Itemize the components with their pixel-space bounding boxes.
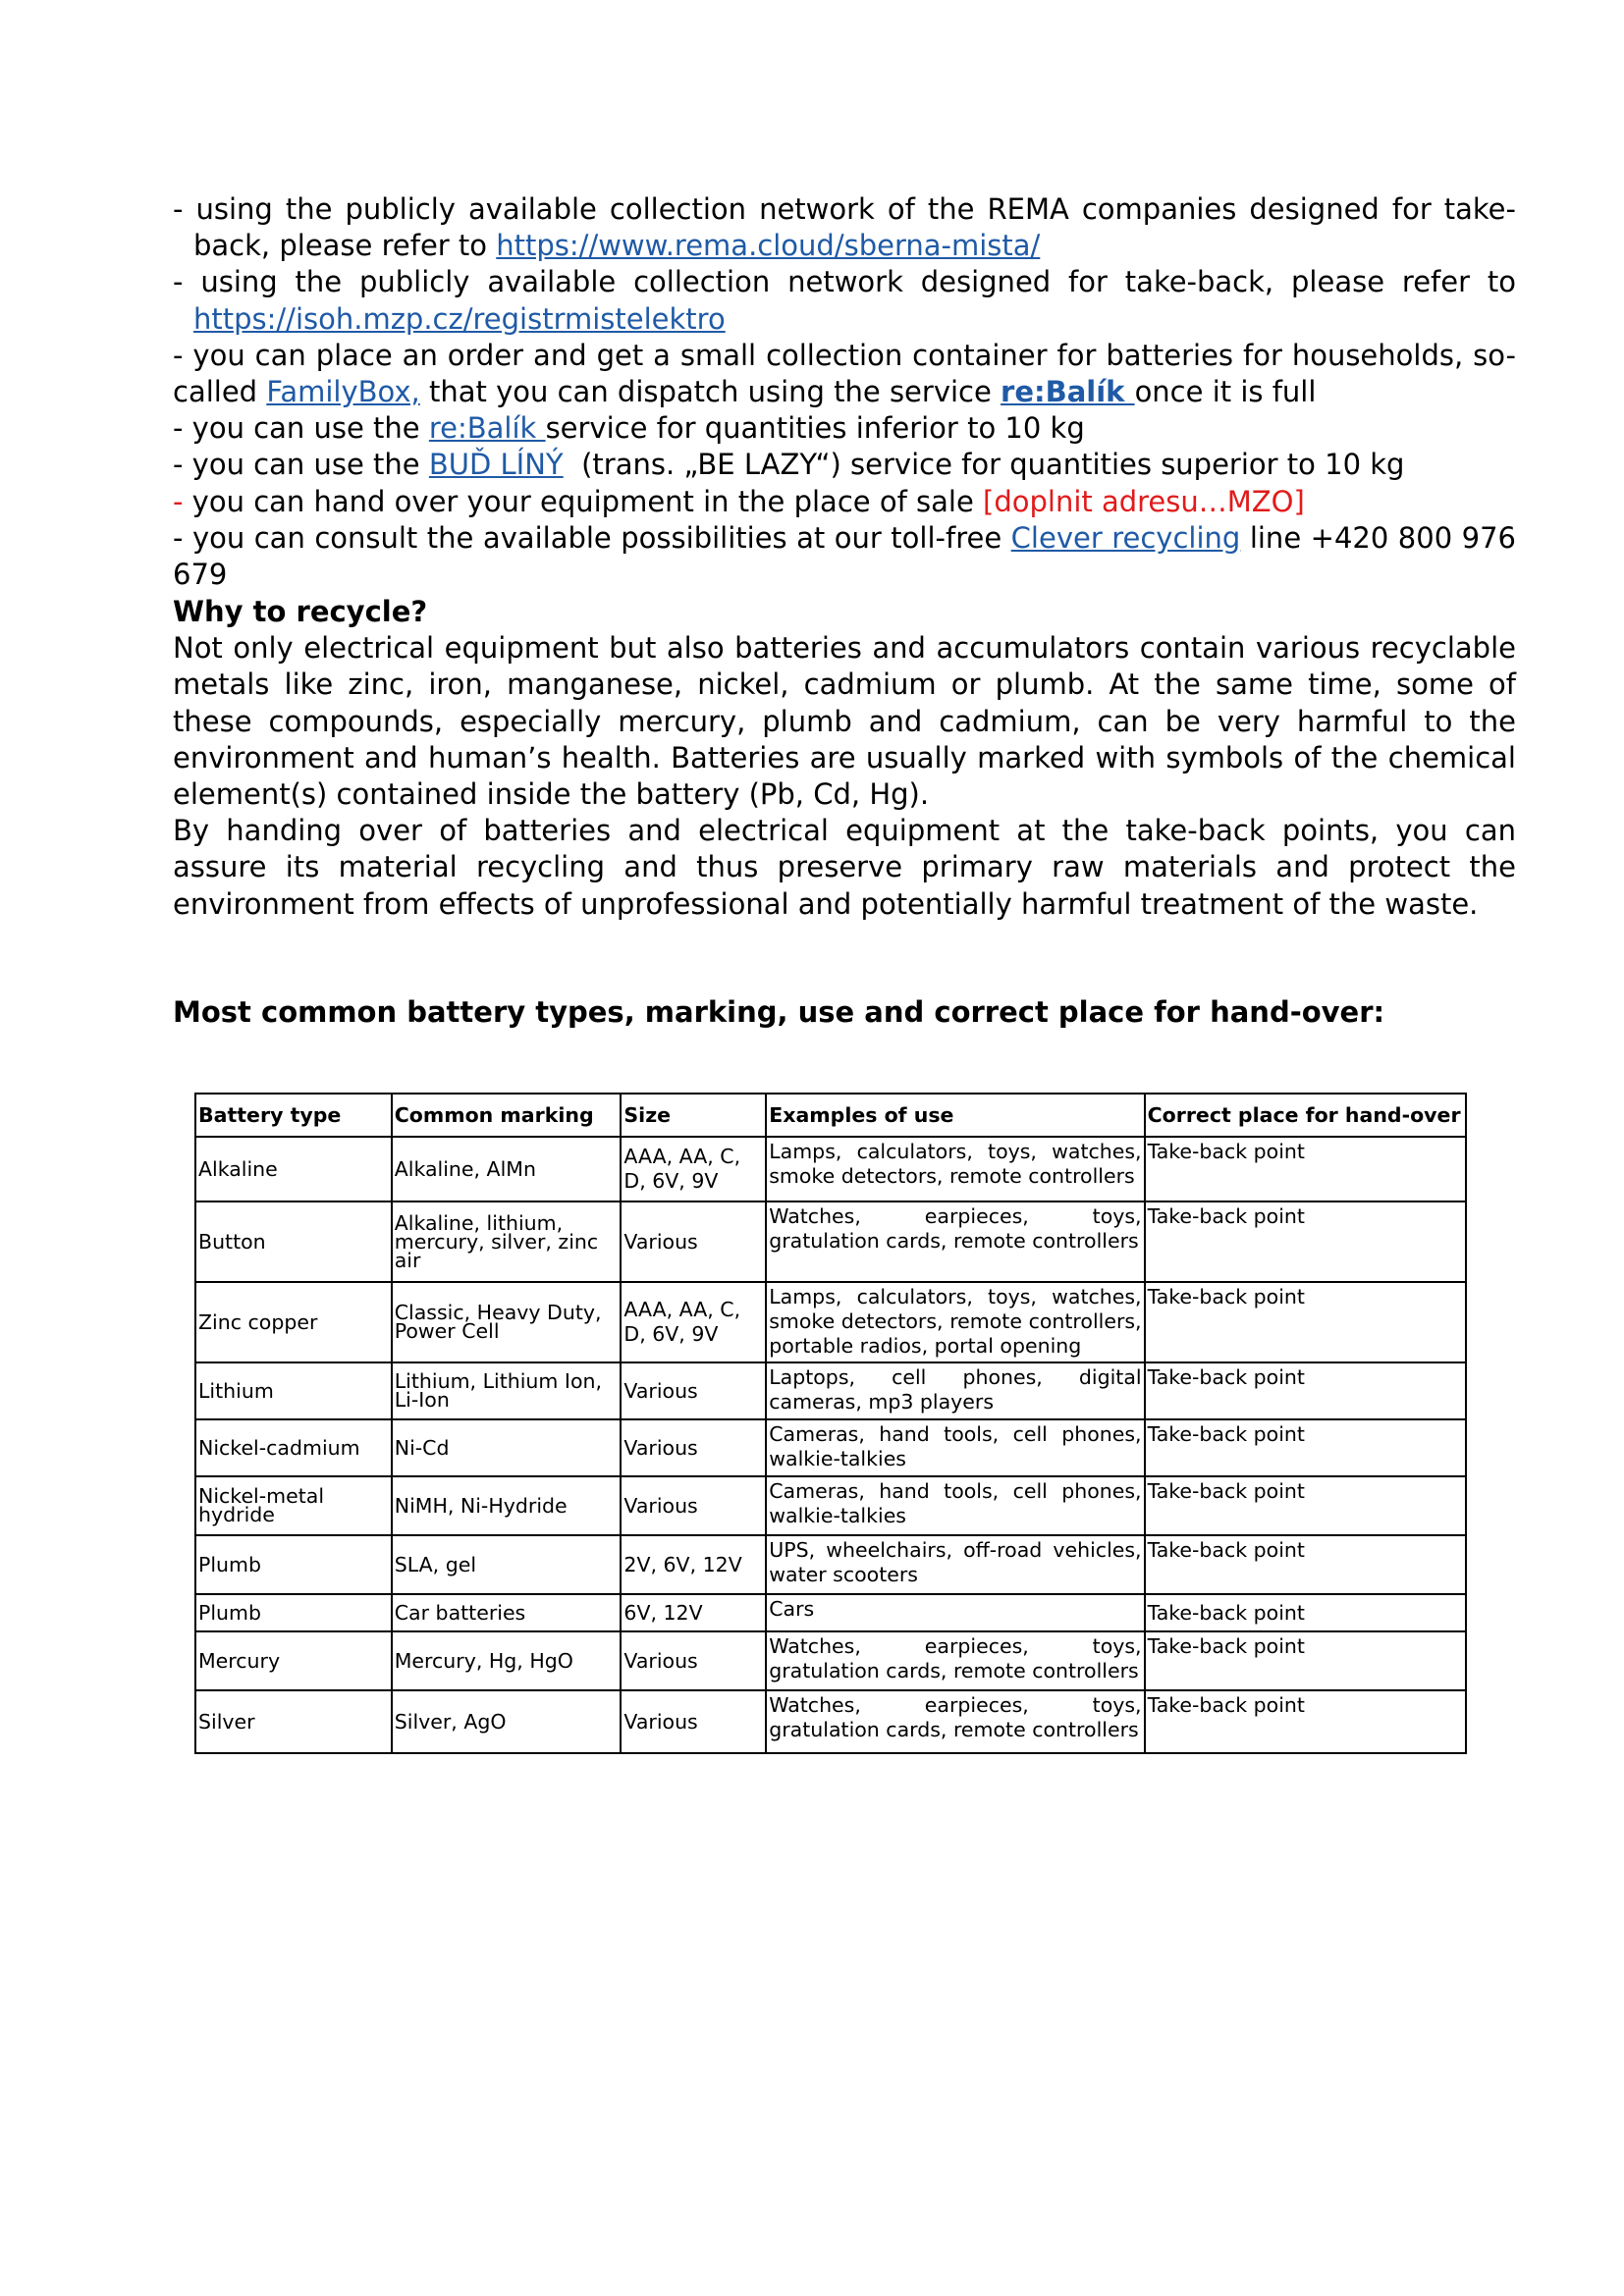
table-cell: Silver [195,1690,392,1753]
isoh-registry-link[interactable]: https://isoh.mzp.cz/registrmistelektro [193,301,726,336]
column-header: Battery type [195,1094,392,1137]
table-header-row [195,1094,1466,1137]
list-item-text: - using the publicly available collection network designed for take-back, please refer to [173,265,1516,299]
table-cell: Classic, Heavy Duty, Power Cell [392,1282,622,1362]
column-header: Common marking [392,1094,622,1137]
table-cell: Plumb [195,1535,392,1594]
list-item [173,338,1516,410]
clever-recycling-link[interactable]: Clever recycling [1010,520,1241,555]
list-item-text: line +420 800 976 679 [173,520,1516,592]
list-item-text: - using the publicly available collection network of the REMA companies designed for take-back, please refer to [173,192,1516,263]
table-cell: AAA, AA, C, D, 6V, 9V [621,1137,766,1201]
list-item-text: - you can use the [173,411,429,446]
list-item-text: that you can dispatch using the service [419,375,1001,409]
table-cell: Take-back point [1145,1535,1466,1594]
table-cell: Take-back point [1145,1476,1466,1535]
familybox-link[interactable]: FamilyBox, [266,375,420,409]
table-row [195,1137,1466,1201]
list-item [173,520,1516,593]
table-cell: Watches, earpieces, toys, gratulation cards, remote controllers [766,1201,1144,1282]
why-recycle-section [173,594,1516,923]
table-cell: 6V, 12V [621,1594,766,1631]
table-cell: Watches, earpieces, toys, gratulation cards, remote controllers [766,1631,1144,1690]
table-cell: Lamps, calculators, toys, watches, smoke detectors, remote controllers [766,1137,1144,1201]
table-row [195,1535,1466,1594]
table-cell: Watches, earpieces, toys, gratulation cards, remote controllers [766,1690,1144,1753]
list-item [173,264,1516,337]
list-item [173,191,1516,264]
column-header: Size [621,1094,766,1137]
rebalik-link[interactable]: re:Balík [1001,375,1135,409]
table-heading: Most common battery types, marking, use and correct place for hand-over: [173,995,1385,1029]
table-cell: Take-back point [1145,1690,1466,1753]
paragraph: By handing over of batteries and electrical equipment at the take-back points, you can assure its material recycling and thus preserve primary raw materials and protect the environment from effects of unprofessional and potentially harmful treatment of the waste. [173,814,1516,921]
table-cell: Cars [766,1594,1144,1631]
table-cell: Take-back point [1145,1419,1466,1476]
section-heading: Why to recycle? [173,595,428,628]
bud-liny-link[interactable]: BUĎ LÍNÝ [428,448,564,482]
table-cell: Various [621,1419,766,1476]
table-cell: AAA, AA, C, D, 6V, 9V [621,1282,766,1362]
table-cell: Various [621,1201,766,1282]
table-cell: Alkaline, lithium, mercury, silver, zinc air [392,1201,622,1282]
table-cell: Take-back point [1145,1594,1466,1631]
table-cell: Alkaline, AlMn [392,1137,622,1201]
list-item [173,447,1516,483]
column-header: Correct place for hand-over [1145,1094,1466,1137]
table-cell: Take-back point [1145,1631,1466,1690]
table-cell: UPS, wheelchairs, off-road vehicles, water scooters [766,1535,1144,1594]
table-cell: Take-back point [1145,1137,1466,1201]
table-cell: Mercury, Hg, HgO [392,1631,622,1690]
rema-collection-link[interactable]: https://www.rema.cloud/sberna-mista/ [496,229,1041,263]
list-item-text: you can hand over your equipment in the place of sale [183,484,984,518]
table-cell: Various [621,1362,766,1419]
table-cell: Take-back point [1145,1282,1466,1362]
placeholder-note: [doplnit adresu…MZO] [983,484,1305,518]
list-item-text: service for quantities inferior to 10 kg [545,411,1085,446]
table-cell: Nickel-metal hydride [195,1476,392,1535]
table-cell: Silver, AgO [392,1690,622,1753]
table-row [195,1419,1466,1476]
table-row [195,1690,1466,1753]
table-cell: Mercury [195,1631,392,1690]
column-header: Examples of use [766,1094,1144,1137]
paragraph: Not only electrical equipment but also batteries and accumulators contain various recyclable metals like zinc, iron, manganese, nickel, cadmium or plumb. At the same time, some of these compounds, especially mercury, plumb and cadmium, can be very harmful to the environment and human’s health. Batteries are usually marked with symbols of the chemical element(s) contained inside the battery (Pb, Cd, Hg). [173,631,1516,812]
table-cell: Lamps, calculators, toys, watches, smoke detectors, remote controllers, portable radios, portal opening [766,1282,1144,1362]
take-back-options-list [173,191,1516,593]
table-row [195,1282,1466,1362]
list-item [173,410,1516,447]
table-cell: Cameras, hand tools, cell phones, walkie-talkies [766,1419,1144,1476]
list-item-text: - you can consult the available possibilities at our toll-free [173,520,1011,555]
list-item [173,484,1516,520]
table-cell: Car batteries [392,1594,622,1631]
table-cell: 2V, 6V, 12V [621,1535,766,1594]
table-cell: Nickel-cadmium [195,1419,392,1476]
table-cell: Button [195,1201,392,1282]
table-cell: Zinc copper [195,1282,392,1362]
table-cell: NiMH, Ni-Hydride [392,1476,622,1535]
list-item-text: - you can place an order and get a small collection container for batteries for households, so-called [173,338,1516,409]
table-cell: Various [621,1476,766,1535]
list-item-text: once it is full [1134,375,1317,409]
list-item-text: (trans. „BE LAZY“) service for quantities superior to 10 kg [563,448,1405,482]
table-cell: Cameras, hand tools, cell phones, walkie-talkies [766,1476,1144,1535]
table-cell: SLA, gel [392,1535,622,1594]
table-cell: Plumb [195,1594,392,1631]
table-cell: Various [621,1690,766,1753]
table-cell: Alkaline [195,1137,392,1201]
table-row [195,1594,1466,1631]
battery-types-table [194,1093,1467,1754]
table-row [195,1362,1466,1419]
table-cell: Various [621,1631,766,1690]
list-item-text: - you can use the [173,448,429,482]
table-cell: Take-back point [1145,1201,1466,1282]
table-cell: Lithium [195,1362,392,1419]
list-item-dash: - [173,484,184,518]
table-cell: Take-back point [1145,1362,1466,1419]
rebalik-service-link[interactable]: re:Balík [428,411,546,446]
table-cell: Laptops, cell phones, digital cameras, mp3 players [766,1362,1144,1419]
table-cell: Ni-Cd [392,1419,622,1476]
table-row [195,1476,1466,1535]
table-row [195,1631,1466,1690]
table-row [195,1201,1466,1282]
table-cell: Lithium, Lithium Ion, Li-Ion [392,1362,622,1419]
